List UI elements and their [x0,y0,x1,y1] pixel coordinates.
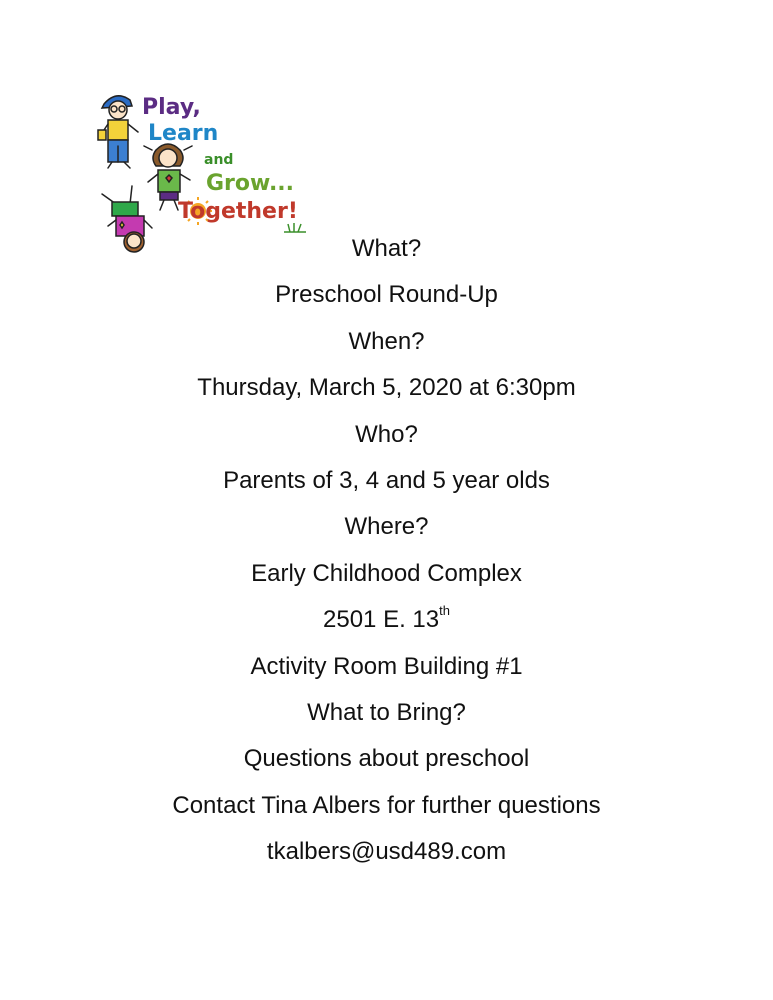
what-value: Preschool Round-Up [275,281,498,309]
what-label: What? [351,235,422,262]
logo-word-learn: Learn [148,121,219,146]
when-label: When? [348,327,425,355]
contact-email[interactable]: tkalbers@usd489.com [266,838,507,866]
logo-word-play: Play, [142,95,201,120]
where-name: Early Childhood Complex [251,559,522,587]
bring-value: Questions about preschool [243,745,530,773]
who-value: Parents of 3, 4 and 5 year olds [223,466,550,494]
where-label: Where? [344,513,429,541]
logo-word-together: Together! [178,199,298,224]
kid-boy-icon [98,96,138,168]
where-address [0,597,773,643]
address-text: 2501 E. 13 [323,606,440,634]
when-value: Thursday, March 5, 2020 at 6:30pm [197,374,576,402]
event-details [0,226,773,875]
address-ordinal: th [439,603,450,619]
logo-word-grow: Grow... [206,171,295,196]
logo-word-and: and [204,152,234,168]
contact-text: Contact Tina Albers for further questions [172,791,601,819]
where-room: Activity Room Building #1 [250,652,523,680]
who-label: Who? [355,420,418,448]
bring-label: What to Bring? [307,698,466,726]
